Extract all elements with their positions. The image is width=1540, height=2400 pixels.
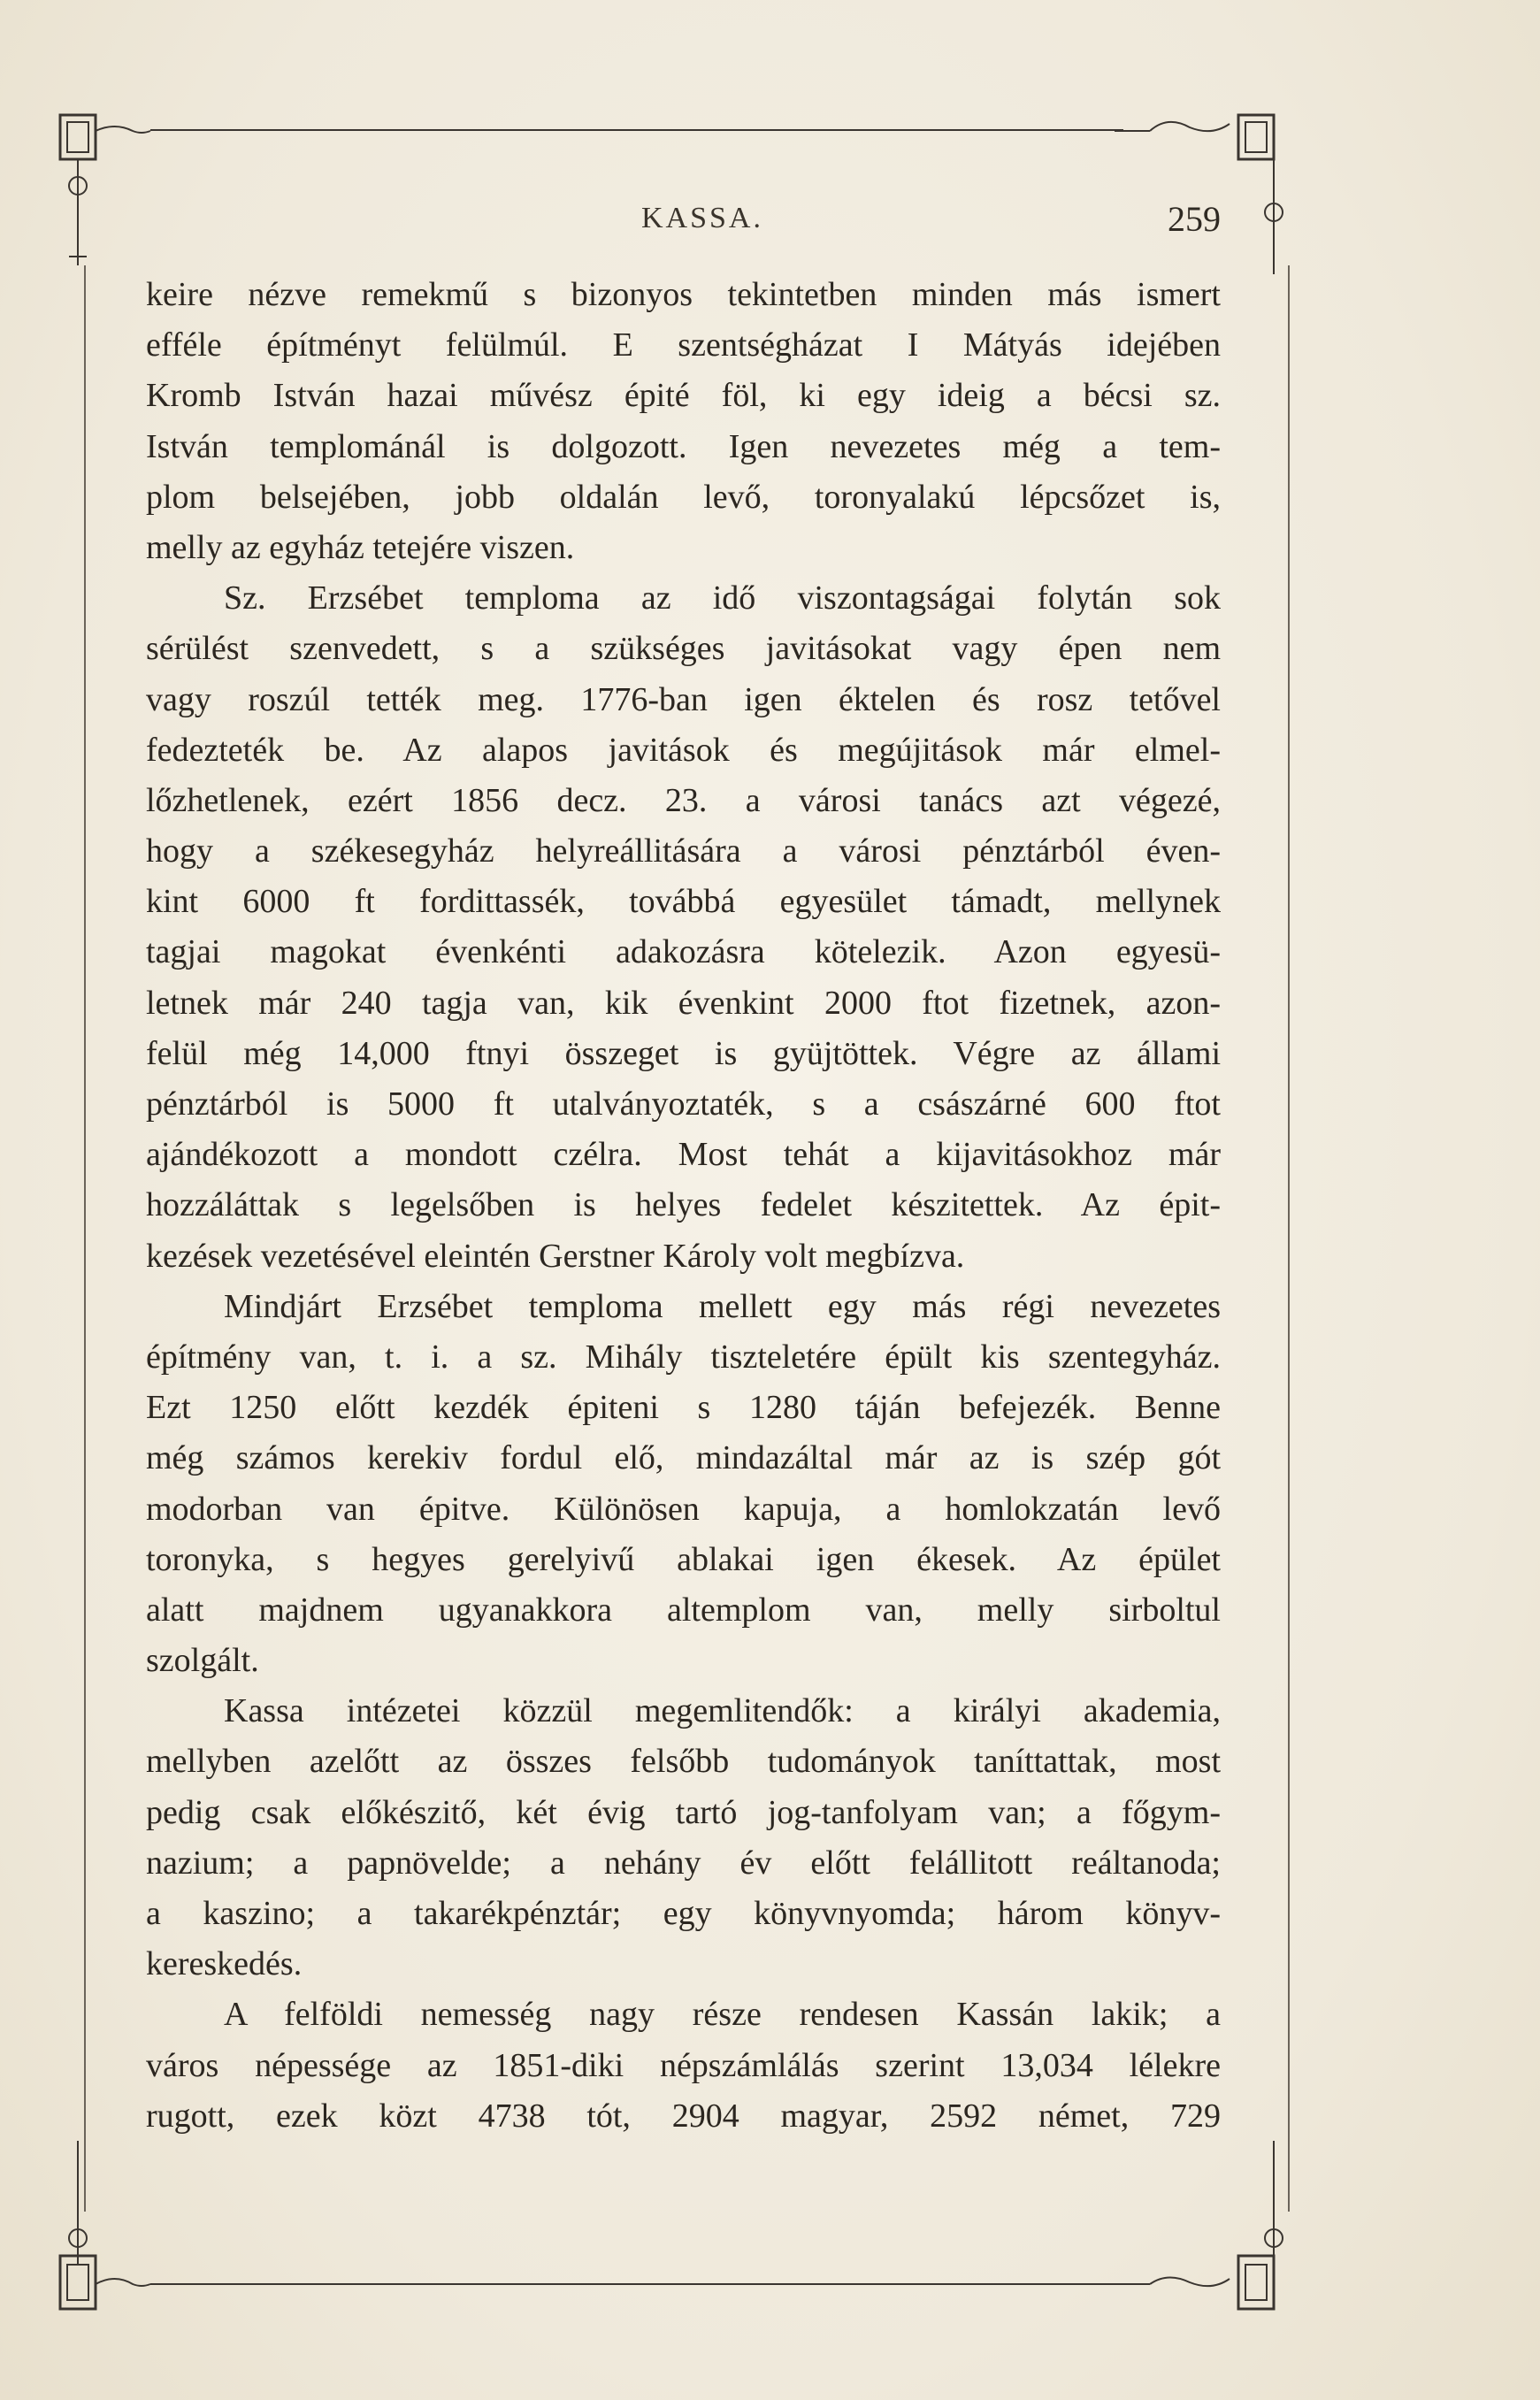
text-line: kezések vezetésével eleintén Gerstner Károly volt megbízva. bbox=[146, 1237, 965, 1275]
text-line: még számos kerekiv fordul elő, mindazáltal már az is szép gót bbox=[146, 1439, 1221, 1477]
text-line: keire nézve remekmű s bizonyos tekintetben minden más ismert bbox=[146, 276, 1221, 313]
text-line: sérülést szenvedett, s a szükséges javitásokat vagy épen nem bbox=[146, 630, 1221, 668]
text-line: nazium; a papnövelde; a nehány év előtt felállitott reáltanoda; bbox=[146, 1844, 1221, 1882]
text-line: Kromb István hazai művész épité föl, ki egy ideig a bécsi sz. bbox=[146, 377, 1221, 415]
body-text bbox=[146, 270, 1221, 2142]
right-border-rule bbox=[1288, 265, 1290, 2212]
text-line: letnek már 240 tagja van, kik évenkint 2000 ftot fizetnek, azon- bbox=[146, 984, 1221, 1022]
text-line: hozzáláttak s legelsőben is helyes fedelet készitettek. Az épit- bbox=[146, 1186, 1221, 1224]
text-line: kint 6000 ft fordittassék, továbbá egyesület támadt, mellynek bbox=[146, 883, 1221, 921]
text-line: A felföldi nemesség nagy része rendesen Kassán lakik; a bbox=[224, 1996, 1221, 2034]
text-line: Sz. Erzsébet temploma az idő viszontagságai folytán sok bbox=[224, 579, 1221, 617]
bottom-border-rule bbox=[150, 2283, 1123, 2285]
text-line: ajándékozott a mondott czélra. Most tehát a kijavitásokhoz már bbox=[146, 1136, 1221, 1174]
text-line: pedig csak előkészitő, két évig tartó jog-tanfolyam van; a főgym- bbox=[146, 1793, 1221, 1831]
text-line: mellyben azelőtt az összes felsőbb tudományok taníttattak, most bbox=[146, 1743, 1221, 1781]
text-line: István templománál is dolgozott. Igen nevezetes még a tem- bbox=[146, 427, 1221, 465]
text-line: szolgált. bbox=[146, 1642, 259, 1680]
text-line: felül még 14,000 ftnyi összeget is gyüjtöttek. Végre az állami bbox=[146, 1034, 1221, 1072]
text-line: hogy a székesegyház helyreállitására a városi pénztárból éven- bbox=[146, 832, 1221, 870]
text-line: tagjai magokat évenkénti adakozásra kötelezik. Azon egyesü- bbox=[146, 933, 1221, 971]
text-line: toronyka, s hegyes gerelyivű ablakai igen ékesek. Az épület bbox=[146, 1540, 1221, 1578]
left-border-rule bbox=[84, 265, 86, 2212]
text-line: modorban van épitve. Különösen kapuja, a homlokzatán levő bbox=[146, 1490, 1221, 1528]
text-line: Kassa intézetei közzül megemlitendők: a királyi akademia, bbox=[224, 1692, 1221, 1730]
text-line: fedezteték be. Az alapos javitások és megújitások már elmel- bbox=[146, 731, 1221, 769]
running-head: KASSA. bbox=[641, 202, 763, 234]
top-border-rule bbox=[150, 129, 1123, 131]
text-line: Ezt 1250 előtt kezdék épiteni s 1280 táján befejezék. Benne bbox=[146, 1389, 1221, 1427]
text-line: pénztárból is 5000 ft utalványoztaték, s a császárné 600 ftot bbox=[146, 1085, 1221, 1123]
text-line: efféle építményt felülmúl. E szentségházat I Mátyás idejében bbox=[146, 326, 1221, 364]
text-line: plom belsejében, jobb oldalán levő, toronyalakú lépcsőzet is, bbox=[146, 478, 1221, 516]
top-left-ornament-icon bbox=[53, 106, 159, 283]
text-line: város népessége az 1851-diki népszámlálás szerint 13,034 lélekre bbox=[146, 2046, 1221, 2084]
text-line: Mindjárt Erzsébet temploma mellett egy más régi nevezetes bbox=[224, 1287, 1221, 1325]
text-line: a kaszino; a takarékpénztár; egy könyvnyomda; három könyv- bbox=[146, 1895, 1221, 1932]
text-line: építmény van, t. i. a sz. Mihály tiszteletére épült kis szentegyház. bbox=[146, 1338, 1221, 1376]
text-line: lőzhetlenek, ezért 1856 decz. 23. a városi tanács azt végezé, bbox=[146, 781, 1221, 819]
text-line: melly az egyház tetejére viszen. bbox=[146, 528, 575, 566]
text-line: alatt majdnem ugyanakkora altemplom van, melly sirboltul bbox=[146, 1591, 1221, 1629]
bottom-left-ornament-icon bbox=[53, 2141, 212, 2335]
text-line: kereskedés. bbox=[146, 1945, 303, 1983]
page-header bbox=[146, 195, 1221, 248]
page-number: 259 bbox=[1168, 199, 1221, 239]
bottom-right-ornament-icon bbox=[1115, 2141, 1309, 2335]
text-line: rugott, ezek közt 4738 tót, 2904 magyar, 2592 német, 729 bbox=[146, 2097, 1221, 2135]
text-line: vagy roszúl tették meg. 1776-ban igen éktelen és rosz tetővel bbox=[146, 680, 1221, 718]
